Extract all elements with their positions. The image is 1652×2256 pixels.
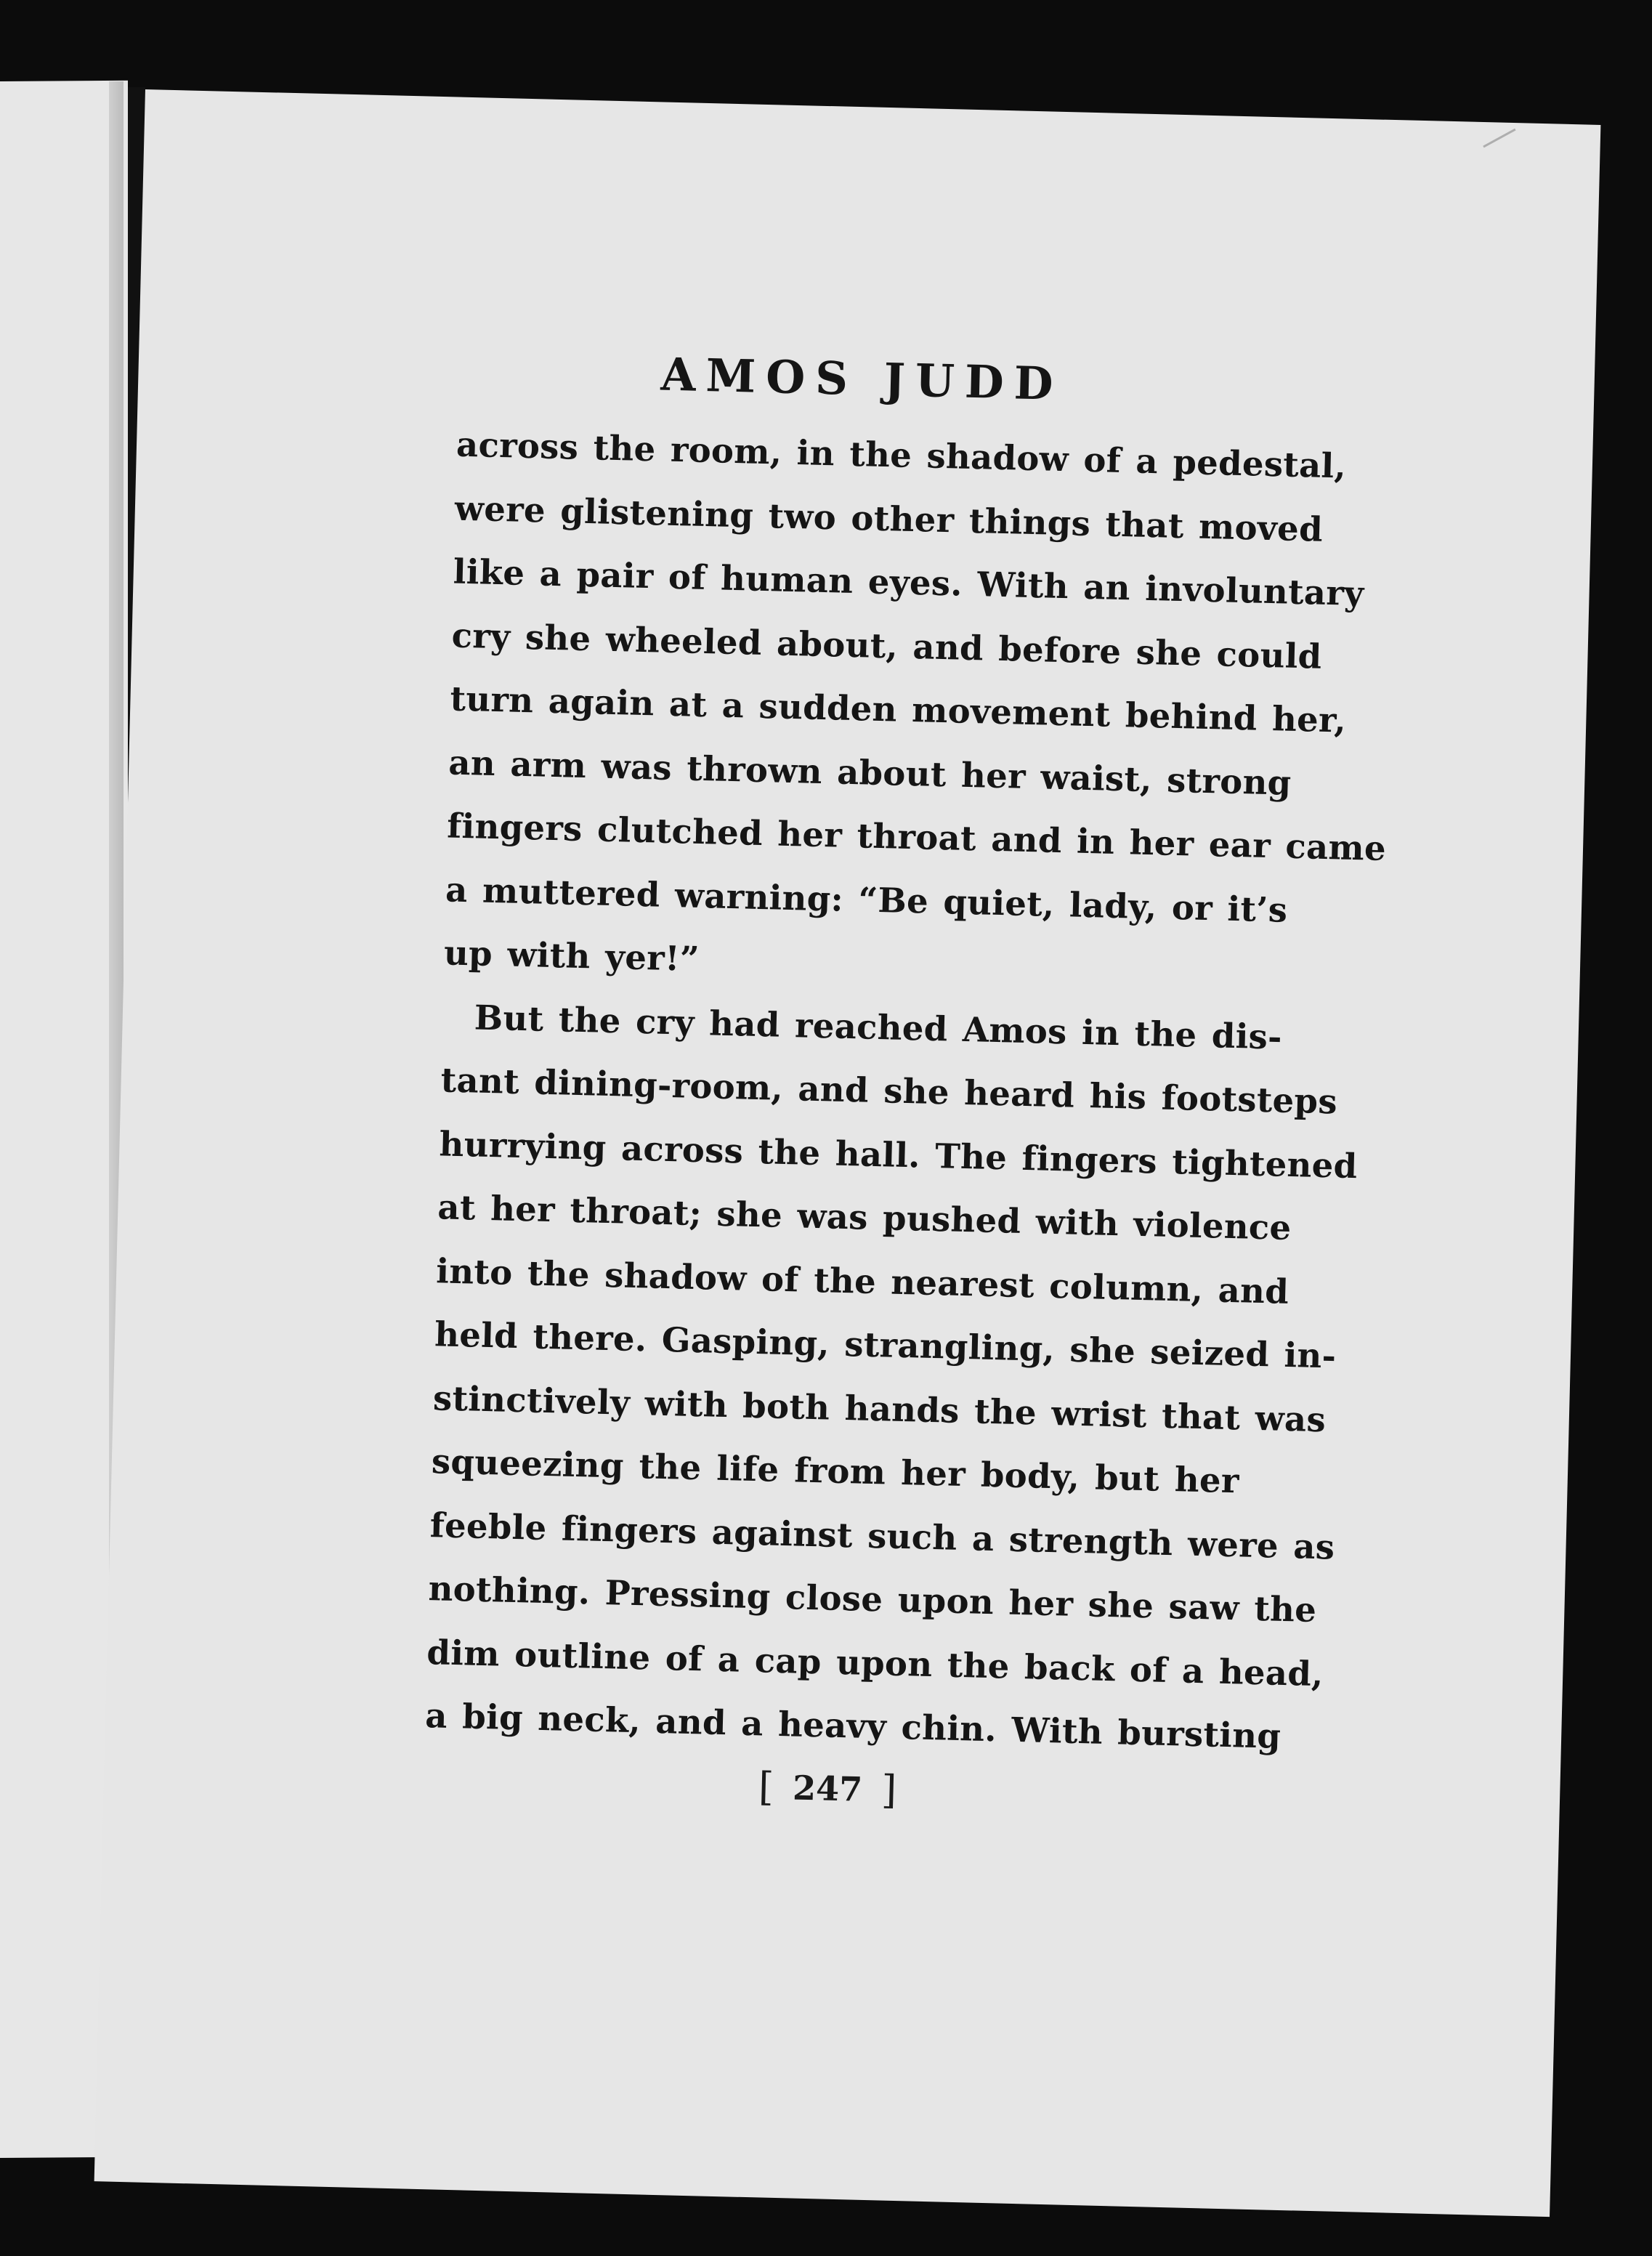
text-line: at her throat; she was pushed with violence [437,1186,1292,1248]
body-text [424,413,1387,1767]
text-line: across the room, in the shadow of a pedestal, [455,424,1347,486]
text-line: tant dining-room, and she heard his footsteps [440,1059,1338,1122]
text-line: hurrying across the hall. The fingers tightened [439,1123,1359,1186]
text-line: held there. Gasping, strangling, she seized in- [434,1314,1337,1376]
text-line: cry she wheeled about, and before she could [451,615,1323,676]
text-line: were glistening two other things that moved [454,488,1324,549]
text-line: fingers clutched her throat and in her ear came [446,805,1387,869]
page-text-block [423,341,1387,1824]
text-line: stinctively with both hands the wrist that was [432,1377,1327,1439]
text-line: up with yer!” [443,932,700,979]
text-line: nothing. Pressing close upon her she saw the [428,1568,1317,1630]
folio-number: 247 [792,1767,863,1809]
text-line: But the cry had reached Amos in the dis- [474,996,1283,1057]
running-head: AMOS JUDD [660,347,1064,411]
text-line: a big neck, and a heavy chin. With bursting [424,1695,1281,1756]
text-line: turn again at a sudden movement behind her, [449,678,1347,740]
text-line: into the shadow of the nearest column, and [435,1250,1289,1311]
text-line: an arm was thrown about her waist, strong [448,741,1292,803]
text-line: a muttered warning: “Be quiet, lady, or it’s [445,868,1288,930]
text-line: like a pair of human eyes. With an involuntary [453,551,1365,614]
text-line: squeezing the life from her body, but her [431,1441,1240,1501]
text-line: feeble fingers against such a strength were as [429,1504,1335,1567]
text-line: dim outline of a cap upon the back of a head, [426,1631,1324,1694]
book-page [94,89,1601,2217]
stray-pen-mark [1483,129,1515,148]
folio-open-bracket: [ [758,1763,774,1810]
folio-close-bracket: ] [880,1766,898,1813]
